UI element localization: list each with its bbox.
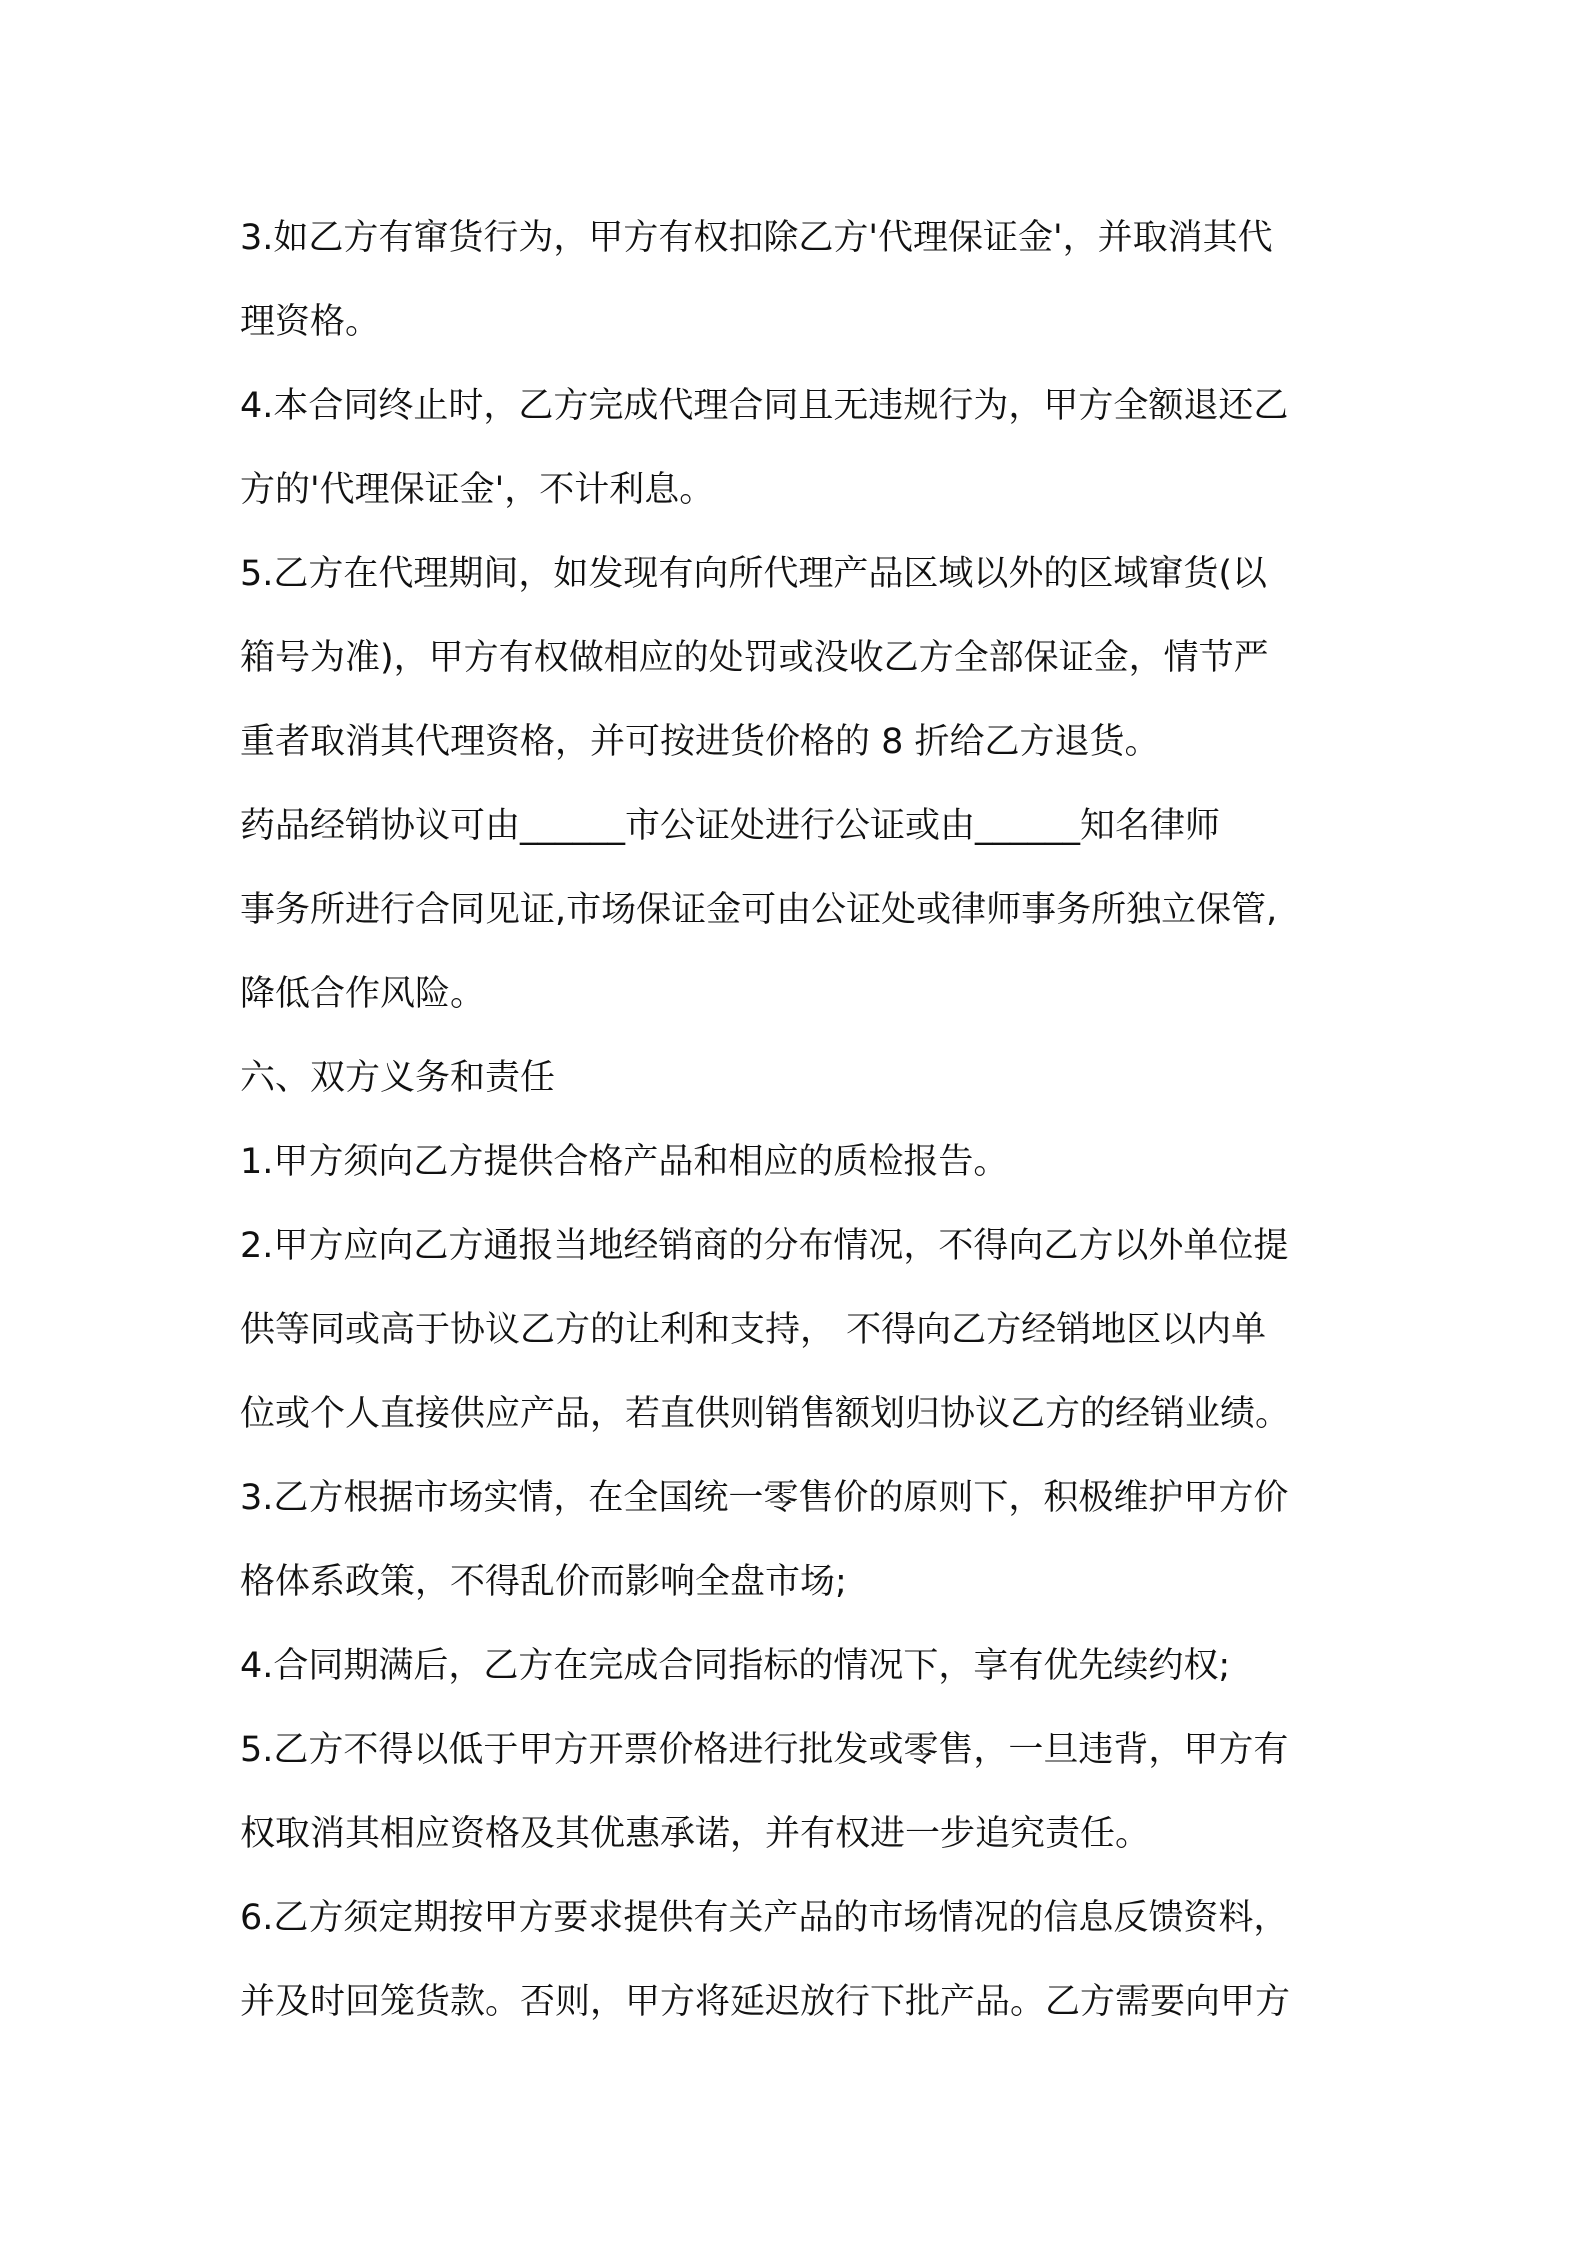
text-line: 重者取消其代理资格，并可按进货价格的 8 折给乙方退货。	[240, 722, 1160, 762]
text-line: 方的'代理保证金'，不计利息。	[240, 470, 715, 510]
text-line: 权取消其相应资格及其优惠承诺，并有权进一步追究责任。	[240, 1814, 1151, 1854]
text-line: 3.如乙方有窜货行为，甲方有权扣除乙方'代理保证金'，并取消其代	[240, 218, 1273, 258]
text-line: 6.乙方须定期按甲方要求提供有关产品的市场情况的信息反馈资料，	[240, 1898, 1289, 1938]
text-line: 1.甲方须向乙方提供合格产品和相应的质检报告。	[240, 1142, 1009, 1182]
section-heading: 六、双方义务和责任	[240, 1058, 556, 1098]
text-line: 格体系政策，不得乱价而影响全盘市场;	[240, 1562, 847, 1602]
text-line: 3.乙方根据市场实情，在全国统一零售价的原则下，积极维护甲方价	[240, 1478, 1289, 1518]
text-line: 4.本合同终止时，乙方完成代理合同且无违规行为，甲方全额退还乙	[240, 386, 1289, 426]
text-line: 理资格。	[240, 302, 381, 342]
text-line: 并及时回笼货款。否则，甲方将延迟放行下批产品。乙方需要向甲方	[240, 1982, 1291, 2022]
text-line: 供等同或高于协议乙方的让利和支持， 不得向乙方经销地区以内单	[240, 1310, 1267, 1350]
text-line: 5.乙方在代理期间，如发现有向所代理产品区域以外的区域窜货(以	[240, 554, 1268, 594]
text-line: 事务所进行合同见证,市场保证金可由公证处或律师事务所独立保管,	[240, 890, 1278, 930]
document-body	[240, 196, 1380, 2044]
text-line: 降低合作风险。	[240, 974, 486, 1014]
text-line: 药品经销协议可由______市公证处进行公证或由______知名律师	[240, 806, 1221, 846]
text-line: 2.甲方应向乙方通报当地经销商的分布情况，不得向乙方以外单位提	[240, 1226, 1289, 1266]
text-line: 箱号为准)，甲方有权做相应的处罚或没收乙方全部保证金，情节严	[240, 638, 1269, 678]
text-line: 5.乙方不得以低于甲方开票价格进行批发或零售，一旦违背，甲方有	[240, 1730, 1289, 1770]
text-line: 位或个人直接供应产品，若直供则销售额划归协议乙方的经销业绩。	[240, 1394, 1291, 1434]
text-line: 4.合同期满后，乙方在完成合同指标的情况下，享有优先续约权;	[240, 1646, 1231, 1686]
